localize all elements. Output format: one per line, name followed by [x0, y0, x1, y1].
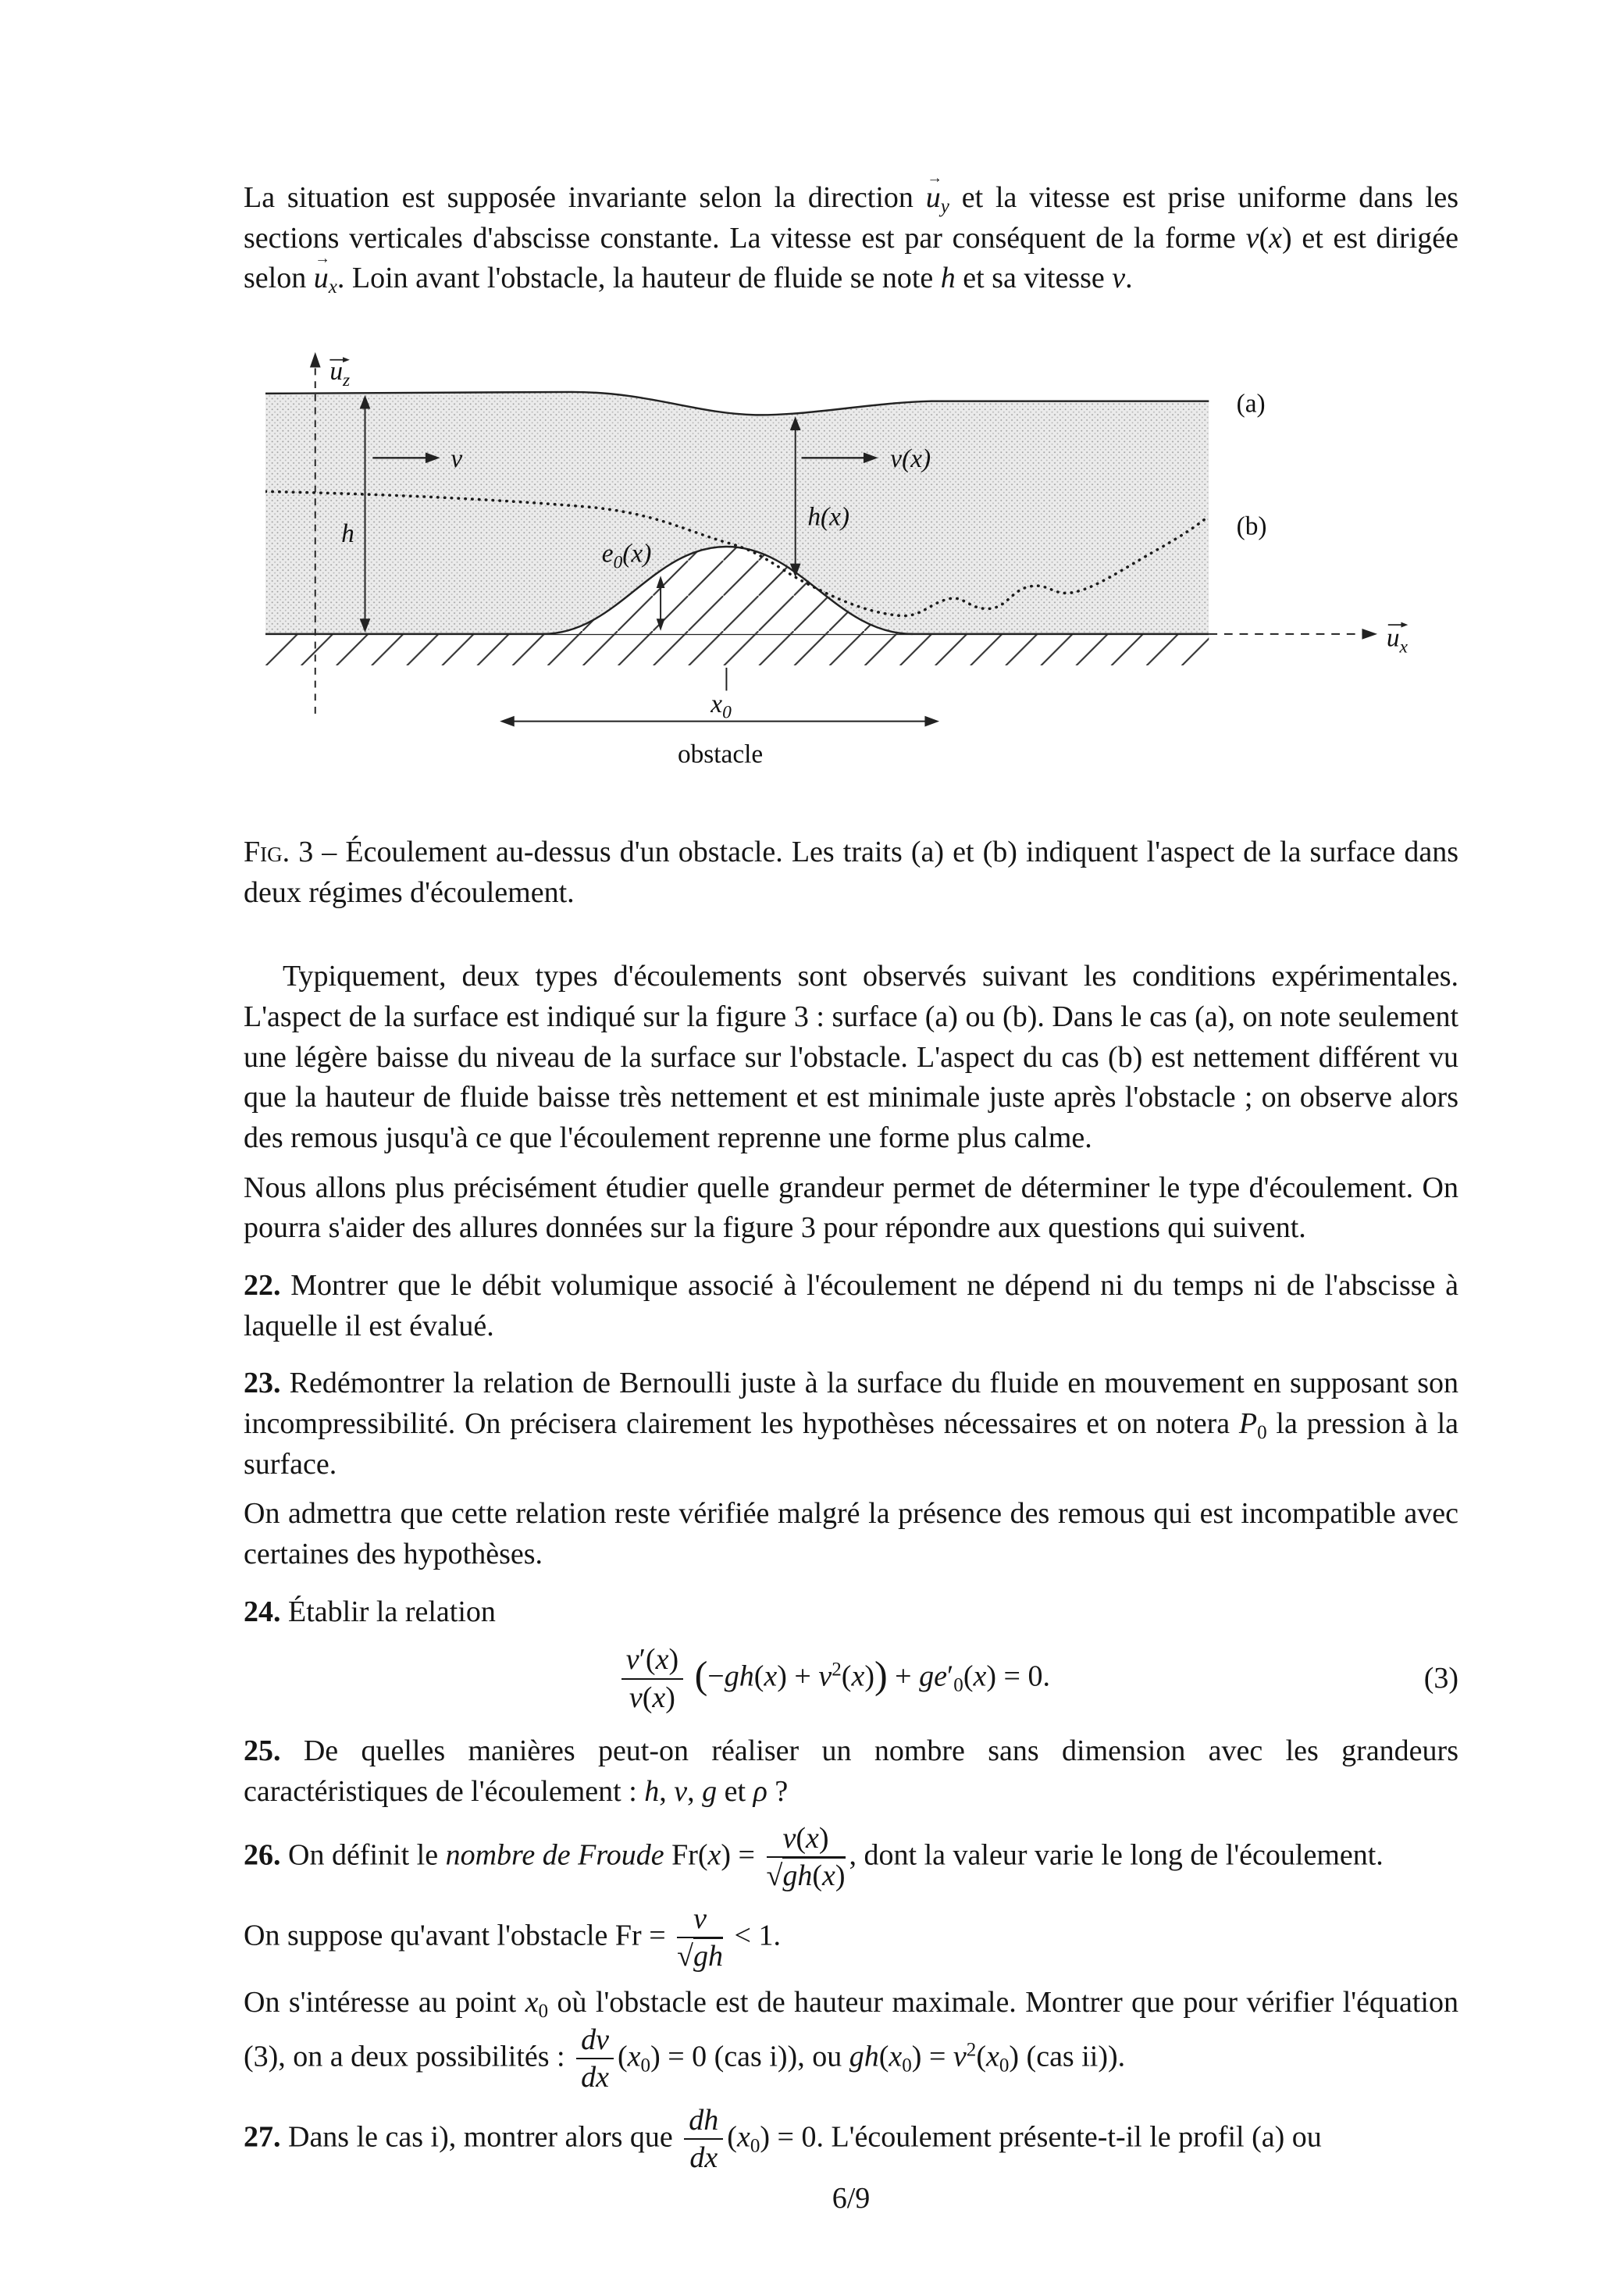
- question-24: 24. Établir la relation: [244, 1595, 496, 1628]
- figure-caption: Fig. 3 – Écoulement au-dessus d'un obstacle. Les traits (a) et (b) indiquent l'aspect de la surface dans deux régimes d'écoulement.: [244, 835, 1458, 909]
- label-v: v: [451, 444, 463, 474]
- ground-hatch: [265, 635, 1209, 665]
- label-obstacle: obstacle: [677, 740, 764, 769]
- paragraph-study: Nous allons plus précisément étudier quelle grandeur permet de déterminer le type d'écoulement. On pourra s'aider des allures données sur la figure 3 pour répondre aux questions qui suivent.: [244, 1171, 1458, 1245]
- question-26-hypothesis: On suppose qu'avant l'obstacle Fr = $\frac{v}{√gh}$ < 1.: [244, 1902, 781, 1973]
- svg-text:ux: $u_x$: [1386, 623, 1408, 658]
- label-h: h: [341, 519, 354, 549]
- label-vx: v(x): [890, 444, 931, 474]
- label-regime-a: (a): [1236, 389, 1266, 419]
- question-23-note: On admettra que cette relation reste vérifiée malgré la présence des remous qui est incompatible avec certaines des hypothèses.: [244, 1497, 1458, 1570]
- question-26-cases: On s'intéresse au point $x_0$ où l'obstacle est de hauteur maximale. Montrer que pour vérifier l'équation (3), on a deux possibilités : $\frac{dv}{dx}$ $(x_0) = 0$ (cas i)), ou $gh(x_0) = v^2(x_0)$ (cas ii)).: [244, 1985, 1458, 2094]
- page-number: 6/9: [832, 2182, 871, 2215]
- label-ux: [1387, 622, 1409, 658]
- question-25: 25. De quelles manières peut-on réaliser un nombre sans dimension avec les grandeurs caractéristiques de l'écoulement : h, v, g et ρ ?: [244, 1734, 1458, 1809]
- label-e0x: $e_0(x)$: [601, 539, 652, 573]
- question-22: 22. Montrer que le débit volumique associé à l'écoulement ne dépend ni du temps ni de l'abscisse à laquelle il est évalué.: [244, 1268, 1458, 1342]
- question-26: 26. On définit le nombre de Froude Fr(x) = $\frac{v(x)}{√gh(x)}$ , dont la valeur varie le long de l'écoulement.: [244, 1821, 1384, 1893]
- figure-3: [244, 349, 1458, 793]
- equation-3-number: (3): [1423, 1661, 1458, 1695]
- paragraph-regimes: Typiquement, deux types d'écoulements sont observés suivant les conditions expérimentales. L'aspect de la surface est indiqué sur la figure 3 : surface (a) ou (b). Dans le cas (a), on note seulement une légère baisse du niveau de la surface sur l'obstacle. L'aspect du cas (b) est nettement différent vu que la hauteur de fluide baisse très nettement et est minimale juste après l'obstacle ; on observe alors des remous jusqu'à ce que l'écoulement reprenne une forme plus calme.: [244, 960, 1458, 1154]
- equation-3-formula: $\frac{v'(x)}{v(x)}$ $(-gh(x) + v^2(x)) + ge'_0(x) = 0$.: [244, 1643, 1424, 1714]
- question-23: 23. Redémontrer la relation de Bernoulli juste à la surface du fluide en mouvement en supposant son incompressibilité. On précisera clairement les hypothèses nécessaires et on notera $P_0$ la pression à la surface.: [244, 1367, 1458, 1481]
- equation-3: [244, 1643, 1458, 1714]
- flow-diagram: [265, 349, 1460, 793]
- intro-paragraph: La situation est supposée invariante selon la direction $u \to_y$ et la vitesse est prise uniforme dans les sections verticales d'abscisse constante. La vitesse est par conséquent de la forme v(x) et est dirigée selon $u \to_x$. Loin avant l'obstacle, la hauteur de fluide se note h et sa vitesse v.: [244, 178, 1458, 299]
- svg-text:uz: $u_z$: [329, 357, 351, 391]
- label-uz: [329, 357, 350, 390]
- label-hx: h(x): [807, 502, 850, 532]
- label-x0: $x_0$: [710, 689, 732, 723]
- label-regime-b: (b): [1236, 512, 1267, 541]
- question-27: 27. Dans le cas i), montrer alors que $\frac{dh}{dx}$ $(x_0) = 0$. L'écoulement présente-t-il le profil (a) ou: [244, 2103, 1322, 2175]
